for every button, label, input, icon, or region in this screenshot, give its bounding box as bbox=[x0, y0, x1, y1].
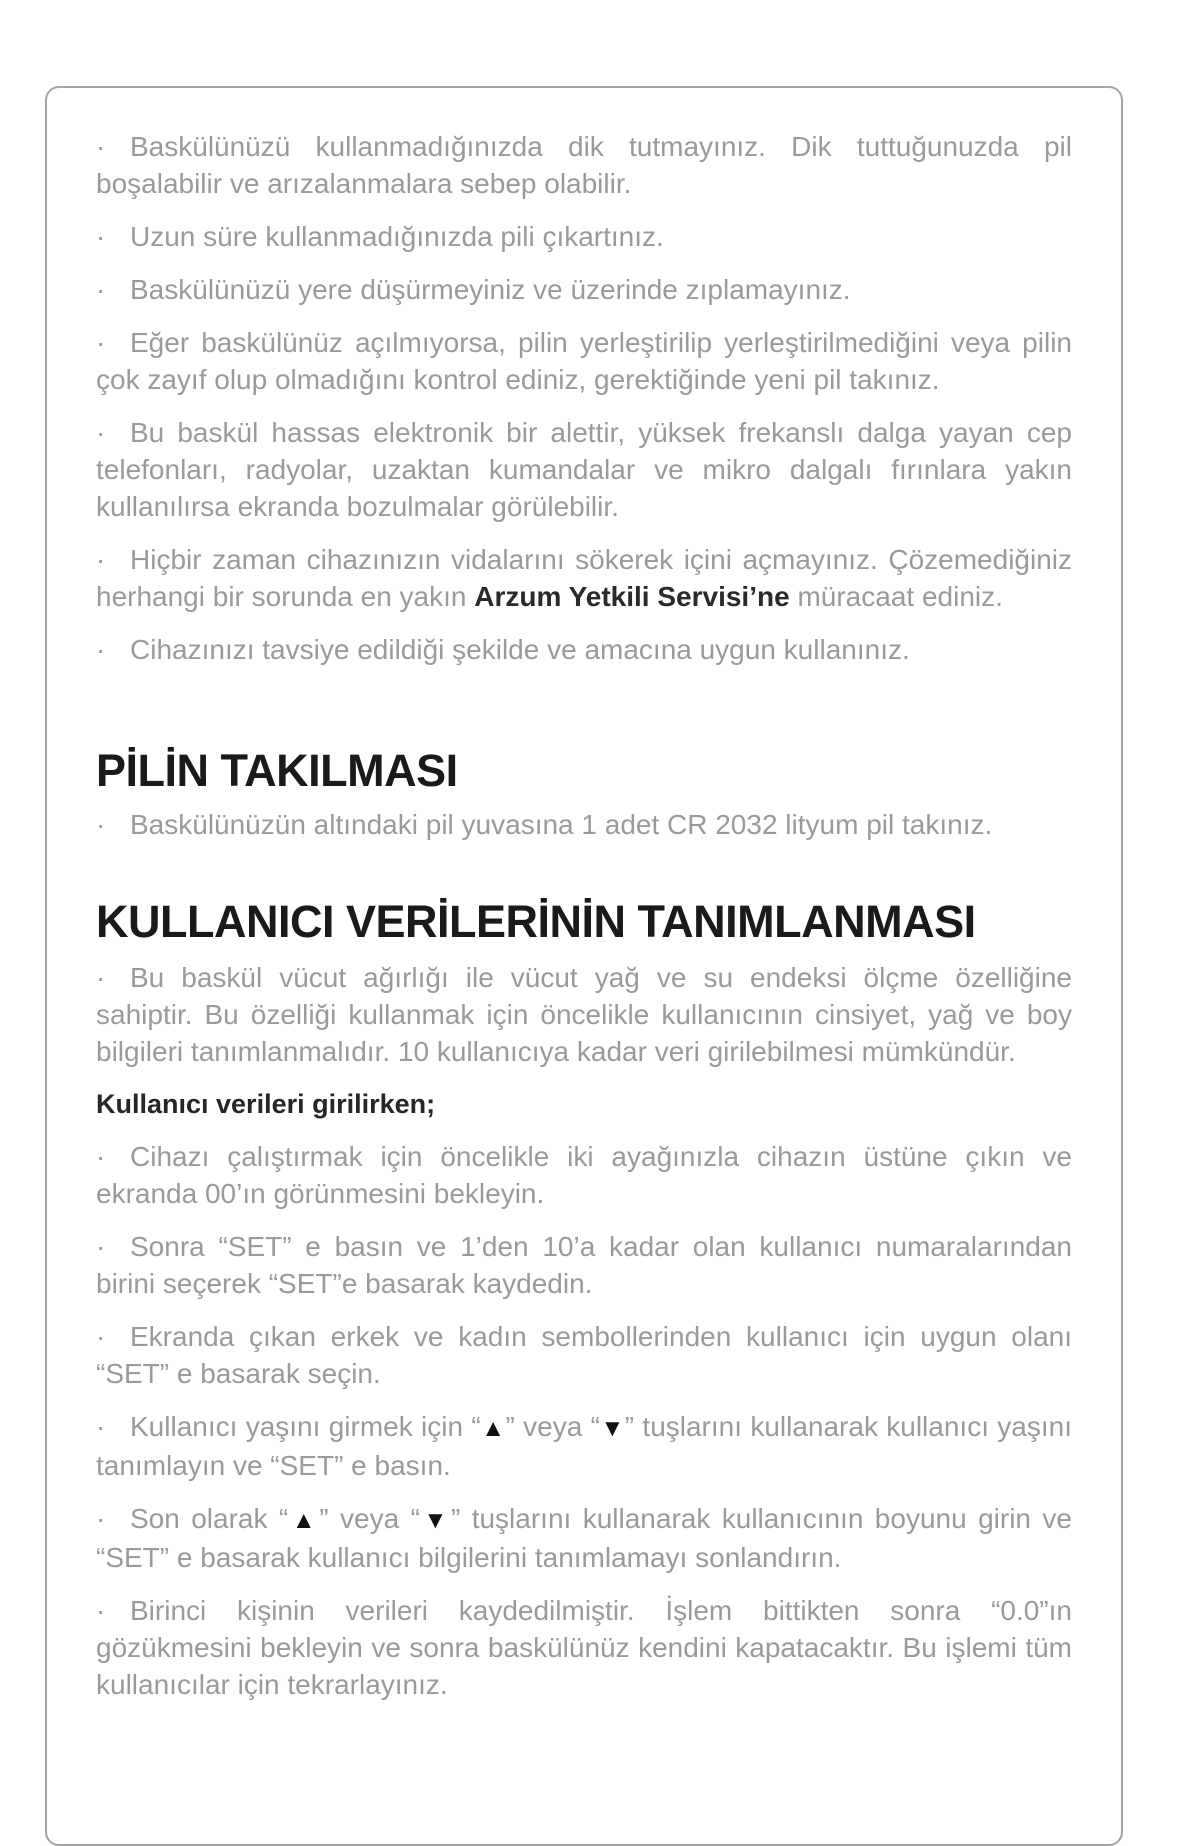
warning-2: · Uzun süre kullanmadığınızda pili çıkartınız. bbox=[96, 221, 664, 252]
warning-1: · Baskülünüzü kullanmadığınızda dik tutmayınız. Dik tuttuğunuzda pil boşalabilir ve arızalanmalara sebep olabilir. bbox=[96, 131, 1072, 199]
user-data-heading: KULLANICI VERİLERİNİN TANIMLANMASI bbox=[96, 896, 976, 947]
warning-3: · Baskülünüzü yere düşürmeyiniz ve üzerinde zıplamayınız. bbox=[96, 274, 851, 305]
step-1: · Cihazı çalıştırmak için öncelikle iki ayağınızla cihazın üstüne çıkın ve ekranda 00’ın görünmesini bekleyin. bbox=[96, 1141, 1072, 1209]
manual-content bbox=[96, 128, 1072, 1719]
step-3: · Ekranda çıkan erkek ve kadın sembollerinden kullanıcı için uygun olanı “SET” e basarak seçin. bbox=[96, 1321, 1072, 1389]
warning-5: · Bu baskül hassas elektronik bir alettir, yüksek frekanslı dalga yayan cep telefonları, radyolar, uzaktan kumandalar ve mikro dalgalı fırınlara yakın kullanılırsa ekranda bozulmalar görülebilir. bbox=[96, 417, 1072, 522]
step-6: · Birinci kişinin verileri kaydedilmiştir. İşlem bittikten sonra “0.0”ın gözükmesini bekleyin ve sonra baskülünüz kendini kapatacaktır. Bu işlemi tüm kullanıcılar için tekrarlayınız. bbox=[96, 1595, 1072, 1700]
warning-4: · Eğer baskülünüz açılmıyorsa, pilin yerleştirilip yerleştirilmediğini veya pilin çok zayıf olup olmadığını kontrol ediniz, gerektiğinde yeni pil takınız. bbox=[96, 327, 1072, 395]
user-data-subheading: Kullanıcı verileri girilirken; bbox=[96, 1089, 436, 1119]
step-2: · Sonra “SET” e basın ve 1’den 10’a kadar olan kullanıcı numaralarından birini seçerek “SET”e basarak kaydedin. bbox=[96, 1231, 1072, 1299]
up-arrow-icon: ▲ bbox=[288, 1507, 320, 1534]
step-4: · Kullanıcı yaşını girmek için “▲” veya “▼” tuşlarını kullanarak kullanıcı yaşını tanımlayın ve “SET” e basın. bbox=[96, 1411, 1072, 1481]
warning-last: · Cihazınızı tavsiye edildiği şekilde ve amacına uygun kullanınız. bbox=[96, 634, 910, 665]
up-arrow-icon: ▲ bbox=[480, 1415, 506, 1442]
down-arrow-icon: ▼ bbox=[419, 1507, 451, 1534]
battery-heading: PİLİN TAKILMASI bbox=[96, 745, 458, 796]
down-arrow-icon: ▼ bbox=[599, 1415, 625, 1442]
warning-service: · Hiçbir zaman cihazınızın vidalarını sökerek içini açmayınız. Çözemediğiniz herhangi bir sorunda en yakın Arzum Yetkili Servisi’ne müracaat ediniz. bbox=[96, 544, 1072, 612]
service-name: Arzum Yetkili Servisi’ne bbox=[474, 581, 790, 612]
step-5: · Son olarak “▲” veya “▼” tuşlarını kullanarak kullanıcının boyunu girin ve “SET” e basarak kullanıcı bilgilerini tanımlamayı sonlandırın. bbox=[96, 1503, 1072, 1573]
user-data-intro: · Bu baskül vücut ağırlığı ile vücut yağ ve su endeksi ölçme özelliğine sahiptir. Bu özelliği kullanmak için öncelikle kullanıcının cinsiyet, yağ ve boy bilgileri tanımlanmalıdır. 10 kullanıcıya kadar veri girilebilmesi mümkündür. bbox=[96, 962, 1072, 1067]
battery-text: · Baskülünüzün altındaki pil yuvasına 1 adet CR 2032 lityum pil takınız. bbox=[96, 809, 993, 840]
